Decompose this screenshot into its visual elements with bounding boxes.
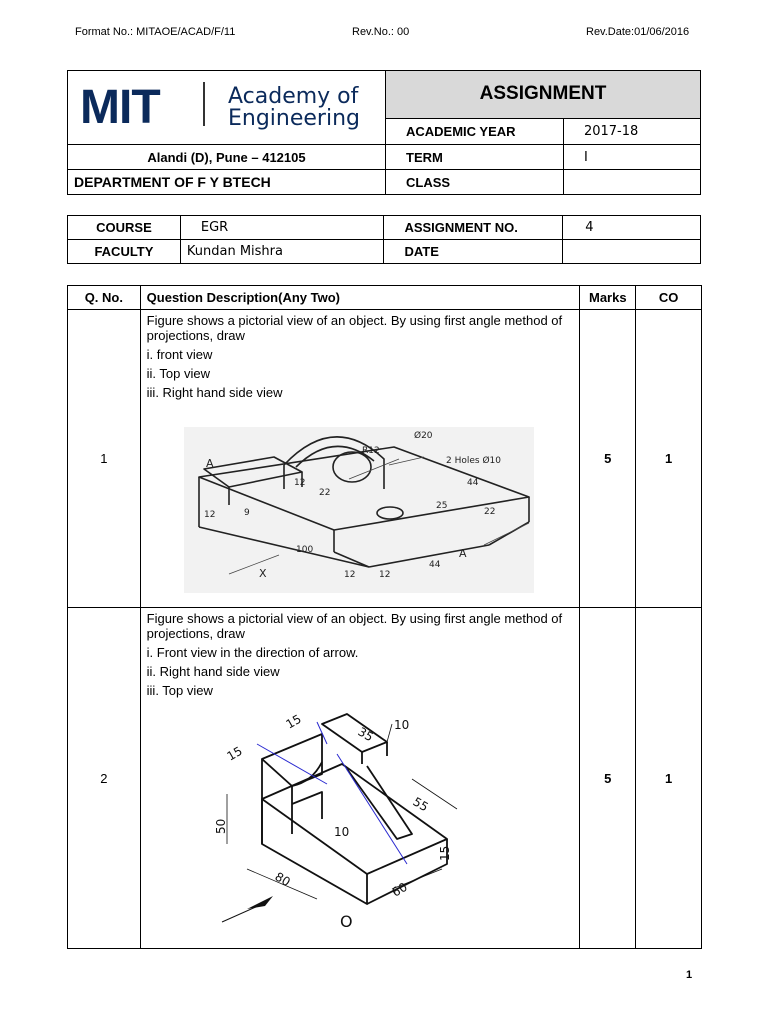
course-label: COURSE xyxy=(68,216,181,240)
header-qno: Q. No. xyxy=(68,286,141,310)
question-row xyxy=(68,310,702,608)
course-value: EGR xyxy=(180,216,384,240)
figure-label: 12 xyxy=(293,478,306,488)
term-label: TERM xyxy=(386,145,564,170)
department-name: DEPARTMENT OF F Y BTECH xyxy=(68,170,386,195)
figure-label: 100 xyxy=(295,545,313,555)
question-item: ii. Right hand side view xyxy=(146,664,280,679)
question-description xyxy=(140,608,580,949)
assignment-number-label: ASSIGNMENT NO. xyxy=(384,216,563,240)
figure-label: 25 xyxy=(435,501,448,511)
revision-number: Rev.No.: 00 xyxy=(352,26,410,38)
class-label: CLASS xyxy=(386,170,564,195)
figure-label: 50 xyxy=(213,818,228,834)
question-marks: 5 xyxy=(580,608,636,949)
revision-date: Rev.Date:01/06/2016 xyxy=(586,26,690,38)
institute-address: Alandi (D), Pune – 412105 xyxy=(68,145,386,170)
figure-label: 10 xyxy=(393,718,409,732)
figure-label: 80 xyxy=(272,869,293,890)
figure-label: 55 xyxy=(410,794,431,815)
figure-label: 15 xyxy=(437,845,452,861)
figure-label: R12 xyxy=(361,446,380,456)
question-number: 2 xyxy=(68,608,141,949)
svg-text:MIT: MIT xyxy=(80,81,160,134)
date-value xyxy=(563,240,701,264)
institute-logo xyxy=(68,71,386,145)
assignment-title: ASSIGNMENT xyxy=(386,71,701,119)
isometric-figure-2 xyxy=(213,711,477,931)
header-description: Question Description(Any Two) xyxy=(140,286,580,310)
date-label: DATE xyxy=(384,240,563,264)
figure-label: 22 xyxy=(483,507,496,517)
term-value: I xyxy=(563,145,700,170)
figure-label: 35 xyxy=(355,724,376,745)
figure-label: 15 xyxy=(224,743,245,764)
question-number: 1 xyxy=(68,310,141,608)
format-number: Format No.: MITAOE/ACAD/F/11 xyxy=(75,26,236,38)
page-number: 1 xyxy=(686,969,693,981)
faculty-value: Kundan Mishra xyxy=(180,240,384,264)
faculty-label: FACULTY xyxy=(68,240,181,264)
question-item: iii. Top view xyxy=(146,683,213,698)
svg-text:Engineering: Engineering xyxy=(228,106,360,131)
question-marks: 5 xyxy=(580,310,636,608)
isometric-figure-1 xyxy=(184,427,534,593)
figure-label: 12 xyxy=(378,570,391,580)
figure-label: O xyxy=(339,912,353,931)
question-description xyxy=(140,310,580,608)
figure-label: 22 xyxy=(318,488,331,498)
question-item: i. Front view in the direction of arrow. xyxy=(146,645,359,660)
questions-table xyxy=(67,285,702,949)
figure-label: A xyxy=(205,457,214,470)
figure-label: 44 xyxy=(428,560,441,570)
question-co: 1 xyxy=(636,310,702,608)
figure-label: 60 xyxy=(389,879,410,900)
academic-year-value: 2017-18 xyxy=(563,118,700,144)
question-co: 1 xyxy=(636,608,702,949)
assignment-header-table xyxy=(67,70,701,195)
figure-label: 15 xyxy=(283,711,304,732)
figure-label: A xyxy=(458,547,467,560)
figure-label: 12 xyxy=(203,510,216,520)
course-info-table xyxy=(67,215,701,264)
figure-label: Ø20 xyxy=(413,431,433,441)
academic-year-label: ACADEMIC YEAR xyxy=(386,118,564,144)
question-item: i. front view xyxy=(146,347,213,362)
header-marks: Marks xyxy=(580,286,636,310)
assignment-number-value: 4 xyxy=(563,216,701,240)
header-co: CO xyxy=(636,286,702,310)
svg-text:Academy of: Academy of xyxy=(228,84,359,109)
mit-logo xyxy=(68,71,385,141)
question-intro: Figure shows a pictorial view of an object. By using first angle method of projections, draw xyxy=(146,611,563,641)
figure-label: 10 xyxy=(333,825,349,839)
figure-label: 2 Holes Ø10 xyxy=(445,456,501,466)
figure-label: 12 xyxy=(343,570,356,580)
question-row xyxy=(68,608,702,949)
class-value xyxy=(563,170,700,195)
figure-label: 9 xyxy=(243,508,250,518)
figure-label: 44 xyxy=(466,478,479,488)
question-intro: Figure shows a pictorial view of an object. By using first angle method of projections, draw xyxy=(146,313,563,343)
question-item: iii. Right hand side view xyxy=(146,385,283,400)
question-item: ii. Top view xyxy=(146,366,210,381)
figure-label: X xyxy=(258,567,267,580)
